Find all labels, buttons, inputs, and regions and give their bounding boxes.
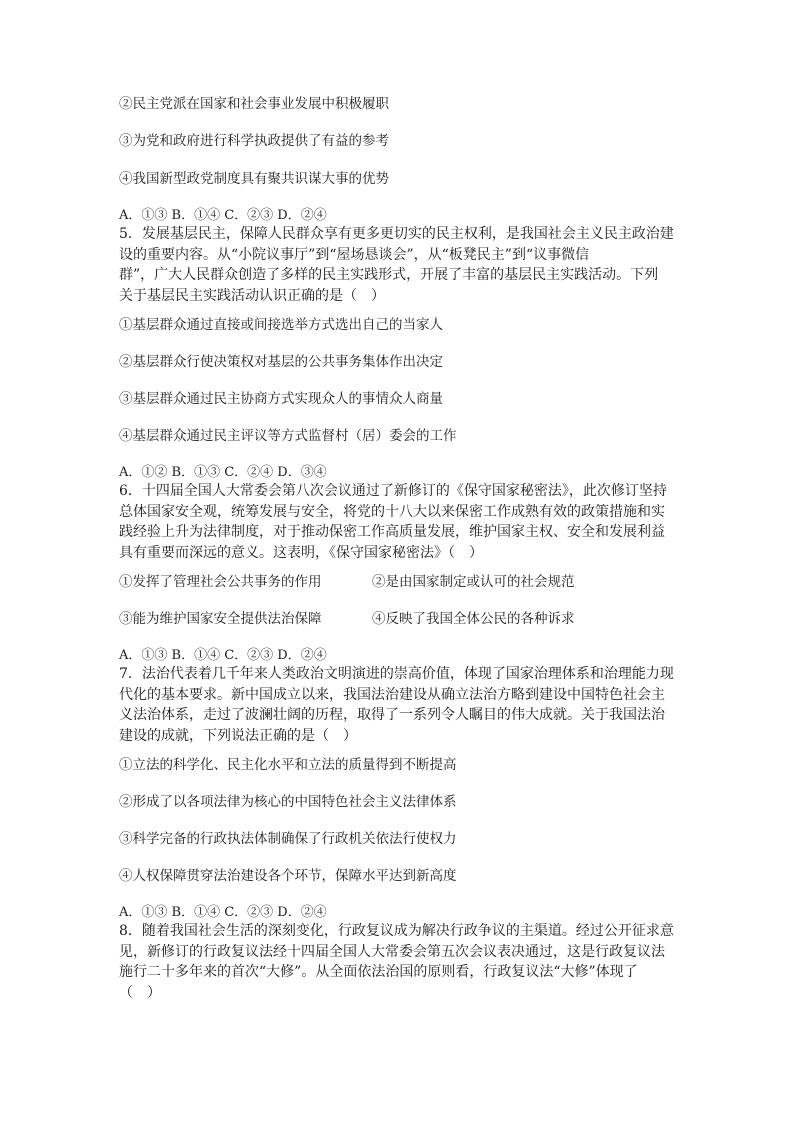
q7-stem-line: 代化的基本要求。新中国成立以来，我国法治建设从确立法治方略到建设中国特色社会主 [119, 686, 665, 703]
q5-stem-line: 关于基层民主实践活动认识正确的是（ ） [119, 287, 385, 304]
q7-answer-choices: A．①③ B．①④ C．②③ D．②④ [119, 905, 327, 920]
q6-stem [119, 481, 679, 563]
q7-stem [119, 664, 679, 746]
q5-stem-line: 设的重要内容。从“小院议事厅”到“屋场恳谈会”，从“板凳民主”到“议事微信 [119, 246, 590, 263]
q7-stem-line: 义法治体系，走过了波澜壮阔的历程，取得了一系列令人瞩目的伟大成就。关于我国法治 [119, 707, 665, 724]
q8-stem [119, 921, 679, 1003]
q8-stem-line: 施行二十多年来的首次“大修”。从全面依法治国的原则看，行政复议法“大修”体现了 [119, 964, 638, 981]
q6-stem-line: 具有重要而深远的意义。这表明，《保守国家秘密法》（ ） [119, 544, 483, 561]
q5-answer-choices: A．①② B．①③ C．②④ D．③④ [119, 465, 327, 480]
q7-option-4: ④人权保障贯穿法治建设各个环节，保障水平达到新高度 [119, 868, 457, 884]
q8-stem-line: 8．随着我国社会生活的深刻变化，行政复议成为解决行政争议的主渠道。经过公开征求意 [119, 923, 674, 939]
q7-option-1: ①立法的科学化、民主化水平和立法的质量得到不断提高 [119, 757, 457, 773]
q4-option-4: ④我国新型政党制度具有聚共识谋大事的优势 [119, 171, 389, 187]
q7-option-3: ③科学完备的行政执法体制确保了行政机关依法行使权力 [119, 831, 457, 847]
q8-stem-line: 见，新修订的行政复议法经十四届全国人大常委会第五次会议表决通过，这是行政复议法 [119, 943, 665, 960]
q5-stem [119, 224, 679, 306]
q5-option-4: ④基层群众通过民主评议等方式监督村（居）委会的工作 [119, 428, 457, 444]
q4-option-2: ②民主党派在国家和社会事业发展中积极履职 [119, 96, 389, 112]
q6-option-3: ③能为维护国家安全提供法治保障 [119, 611, 322, 627]
q5-stem-line: 群”，广大人民群众创造了多样的民主实践形式，开展了丰富的基层民主实践活动。下列 [119, 267, 659, 284]
q4-answer-choices: A．①③ B．①④ C．②③ D．②④ [119, 208, 327, 223]
q7-stem-line: 7．法治代表着几千年来人类政治文明演进的崇高价值，体现了国家治理体系和治理能力现 [119, 666, 674, 682]
q4-option-3: ③为党和政府进行科学执政提供了有益的参考 [119, 133, 389, 149]
q6-option-4: ④反映了我国全体公民的各种诉求 [372, 611, 575, 627]
q5-option-3: ③基层群众通过民主协商方式实现众人的事情众人商量 [119, 391, 443, 407]
q6-option-1: ①发挥了管理社会公共事务的作用 [119, 574, 322, 590]
q7-option-2: ②形成了以各项法律为核心的中国特色社会主义法律体系 [119, 794, 457, 810]
q6-stem-line: 6．十四届全国人大常委会第八次会议通过了新修订的《保守国家秘密法》，此次修订坚持 [119, 483, 667, 499]
q6-answer-choices: A．①③ B．①④ C．②③ D．②④ [119, 648, 327, 663]
q6-stem-line: 践经验上升为法律制度，对于推动保密工作高质量发展，维护国家主权、安全和发展利益 [119, 524, 665, 541]
q5-option-1: ①基层群众通过直接或间接选举方式选出自己的当家人 [119, 317, 443, 333]
q7-stem-line: 建设的成就，下列说法正确的是（ ） [119, 727, 357, 744]
q5-option-2: ②基层群众行使决策权对基层的公共事务集体作出决定 [119, 354, 443, 370]
q6-option-2: ②是由国家制定或认可的社会规范 [372, 574, 575, 590]
q6-stem-line: 总体国家安全观，统筹发展与安全，将党的十八大以来保密工作成熟有效的政策措施和实 [119, 503, 665, 520]
q8-stem-line: （ ） [119, 984, 161, 1001]
q5-stem-line: 5．发展基层民主，保障人民群众享有更多更切实的民主权利，是我国社会主义民主政治建 [119, 226, 674, 242]
